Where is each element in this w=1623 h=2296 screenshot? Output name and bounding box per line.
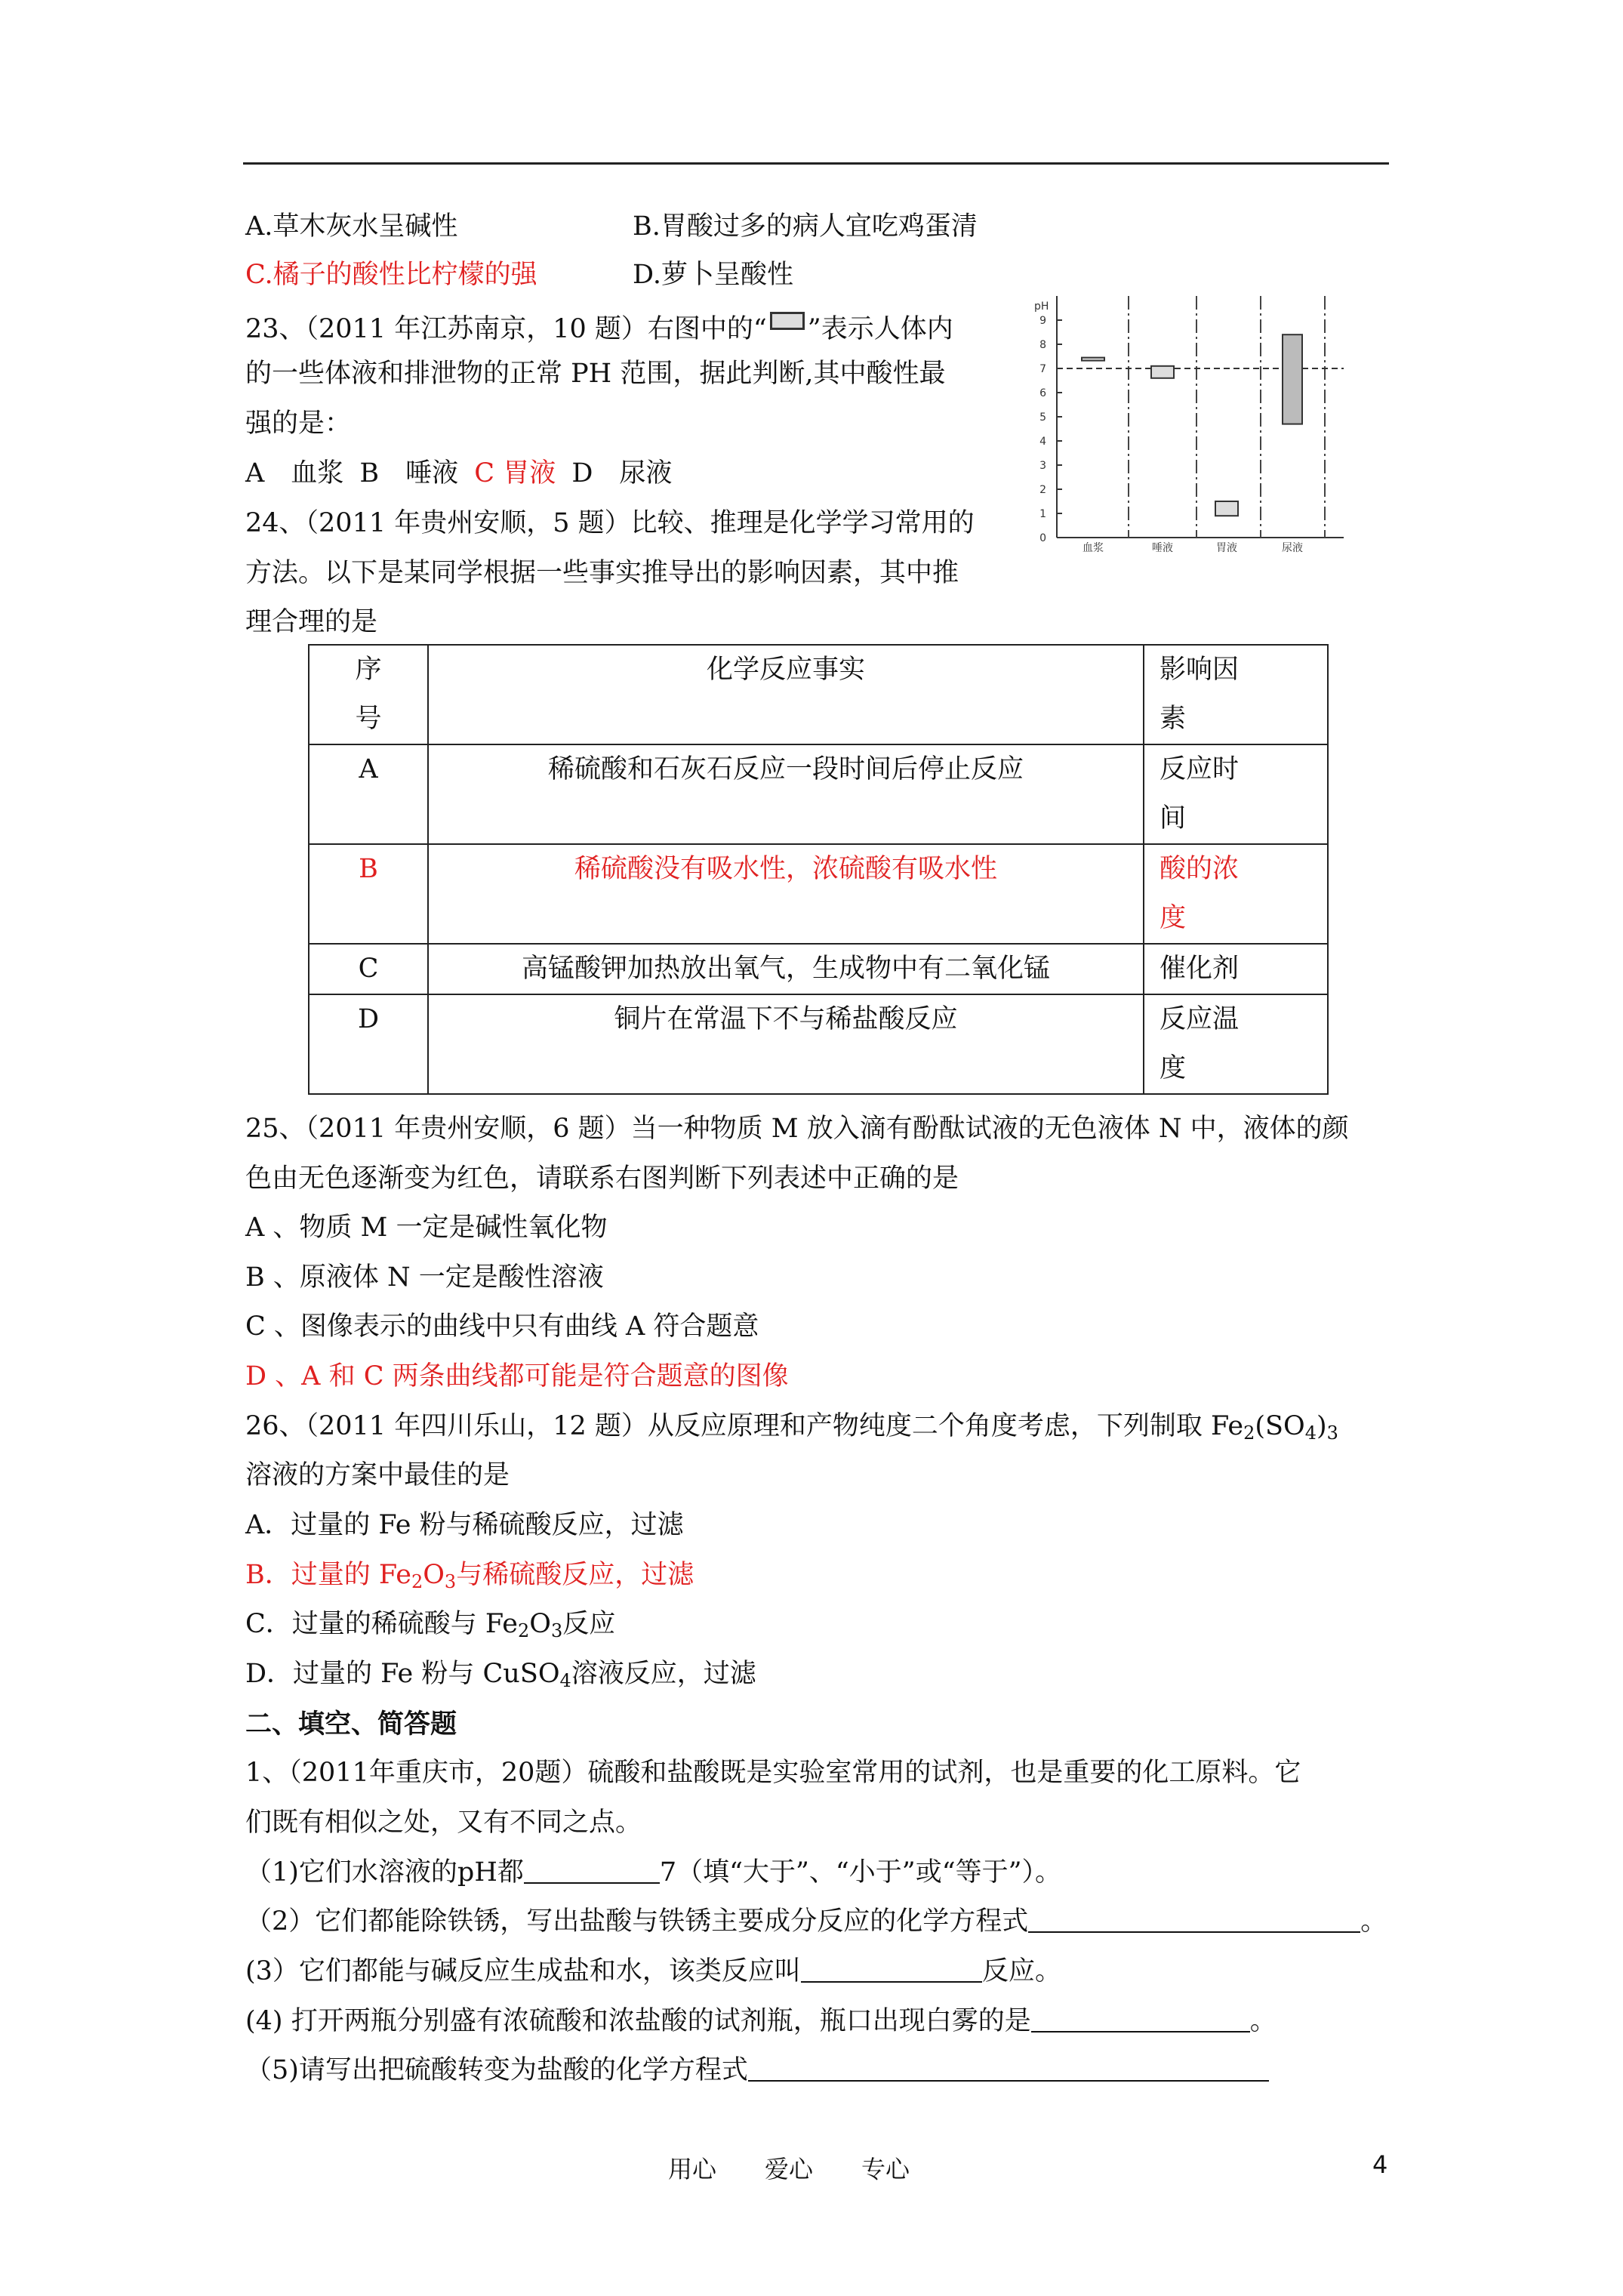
section-heading: 二、填空、简答题: [245, 1709, 457, 1740]
table-row: A 稀硫酸和石灰石反应一段时间后停止反应 反应时 间: [309, 744, 1328, 844]
ph-tick-label: 7: [1039, 363, 1046, 375]
q24-line3: 理合理的是: [245, 607, 378, 637]
answer-blank-4[interactable]: [1031, 2008, 1250, 2032]
q25-option-b: B 、原液体 N 一定是酸性溶液: [245, 1262, 604, 1293]
s2-part4: (4) 打开两瓶分别盛有浓硫酸和浓盐酸的试剂瓶，瓶口出现白雾的是 。: [245, 2006, 1277, 2036]
table-row-answer: B 稀硫酸没有吸水性，浓硫酸有吸水性 酸的浓 度: [309, 844, 1328, 944]
answer-blank-2[interactable]: [1028, 1909, 1360, 1933]
ph-tick-label: 3: [1039, 460, 1046, 472]
s2-part2: （2）它们都能除铁锈，写出盐酸与铁锈主要成分反应的化学方程式 。: [245, 1906, 1387, 1937]
option-a: A.草木灰水呈碱性: [245, 211, 458, 242]
q23-option-b: B 唾液: [359, 458, 459, 488]
ph-category-label: 唾液: [1152, 542, 1173, 554]
header-no: 序 号: [355, 655, 382, 734]
ph-axis-label: pH: [1034, 300, 1049, 313]
q23-option-c-answer: C 胃液: [474, 458, 556, 488]
answer-blank-5[interactable]: [748, 2057, 1269, 2082]
range-box-icon: [770, 312, 805, 330]
ph-category-label: 血浆: [1083, 542, 1104, 554]
option-d: D.萝卜呈酸性: [633, 260, 793, 290]
s2-part5: （5)请写出把硫酸转变为盐酸的化学方程式: [245, 2057, 1269, 2084]
ph-range-bar: [1215, 501, 1238, 516]
q25-line2: 色由无色逐渐变为红色，请联系右图判断下列表述中正确的是: [245, 1163, 959, 1194]
q25-line1: 25、（2011 年贵州安顺，6 题）当一种物质 M 放入滴有酚酞试液的无色液体 N 中，液体的颜: [245, 1114, 1349, 1144]
q26-option-d: D．过量的 Fe 粉与 CuSO$_4$溶液反应，过滤: [245, 1659, 756, 1691]
footer-motto: 用心 爱心 专心: [668, 2155, 910, 2184]
ph-tick-label: 9: [1039, 315, 1046, 327]
ph-tick-label: 8: [1039, 339, 1046, 351]
ph-tick-label: 6: [1039, 387, 1046, 399]
header-fact: 化学反应事实: [428, 645, 1144, 744]
s2-q1-line2: 们既有相似之处，又有不同之点。: [245, 1808, 642, 1838]
ph-category-label: 胃液: [1216, 542, 1237, 554]
ph-tick-label: 2: [1039, 484, 1046, 496]
table-row: D 铜片在常温下不与稀盐酸反应 反应温 度: [309, 994, 1328, 1094]
q26-option-c: C．过量的稀硫酸与 $Fe_2O_3$反应: [245, 1609, 616, 1641]
answer-blank-3[interactable]: [801, 1959, 982, 1983]
ph-tick-label: 0: [1039, 532, 1046, 544]
reaction-facts-table: [308, 644, 1329, 1095]
ph-category-label: 尿液: [1282, 542, 1303, 554]
option-b: B.胃酸过多的病人宜吃鸡蛋清: [633, 211, 978, 242]
q23-option-a: A 血浆: [245, 458, 344, 488]
q26-option-b-answer: B．过量的 $Fe_2O_3$与稀硫酸反应，过滤: [245, 1560, 694, 1592]
q23-line1: 23、（2011 年江苏南京，10 题）右图中的“ ”表示人体内: [245, 312, 953, 343]
q25-option-c: C 、图像表示的曲线中只有曲线 A 符合题意: [245, 1311, 759, 1342]
q23-option-d: D 尿液: [571, 458, 673, 488]
s2-part1: （1)它们水溶液的pH都 7（填“大于”、“小于”或“等于”）。: [245, 1857, 1061, 1888]
header-rule: [243, 162, 1389, 165]
q24-line1: 24、（2011 年贵州安顺，5 题）比较、推理是化学学习常用的: [245, 508, 975, 538]
ph-range-bar: [1151, 366, 1174, 378]
ph-tick-label: 1: [1039, 508, 1046, 520]
answer-blank-1[interactable]: [524, 1860, 660, 1884]
header-factor: 影响因 素: [1160, 655, 1240, 734]
q26-option-a: A．过量的 Fe 粉与稀硫酸反应，过滤: [245, 1510, 684, 1540]
q23-line2: 的一些体液和排泄物的正常 PH 范围，据此判断,其中酸性最: [245, 359, 946, 389]
q26-line2: 溶液的方案中最佳的是: [245, 1460, 510, 1490]
ph-range-chart: [1012, 285, 1359, 557]
q25-option-d-answer: D 、A 和 C 两条曲线都可能是符合题意的图像: [245, 1361, 789, 1391]
s2-q1-line1: 1、（2011年重庆市，20题）硫酸和盐酸既是实验室常用的试剂，也是重要的化工原料。它: [245, 1758, 1301, 1788]
ph-range-bar: [1283, 334, 1302, 424]
q24-line2: 方法。以下是某同学根据一些事实推导出的影响因素，其中推: [245, 558, 959, 588]
table-header-row: [309, 645, 1328, 744]
ph-tick-label: 5: [1039, 411, 1046, 424]
page-number: 4: [1372, 2150, 1388, 2179]
q23-options: [245, 458, 673, 488]
q23-line3: 强的是：: [245, 408, 352, 439]
q26-line1: 26、（2011 年四川乐山，12 题）从反应原理和产物纯度二个角度考虑，下列制取 $Fe_2(SO_4)_3$: [245, 1411, 1338, 1444]
table-row: C 高锰酸钾加热放出氧气，生成物中有二氧化锰 催化剂: [309, 944, 1328, 994]
ph-tick-label: 4: [1039, 436, 1046, 448]
q25-option-a: A 、物质 M 一定是碱性氧化物: [245, 1213, 608, 1243]
ph-range-bar: [1082, 358, 1104, 361]
s2-part3: (3）它们都能与碱反应生成盐和水，该类反应叫 反应。: [245, 1956, 1061, 1986]
option-c-answer: C.橘子的酸性比柠檬的强: [245, 260, 537, 290]
